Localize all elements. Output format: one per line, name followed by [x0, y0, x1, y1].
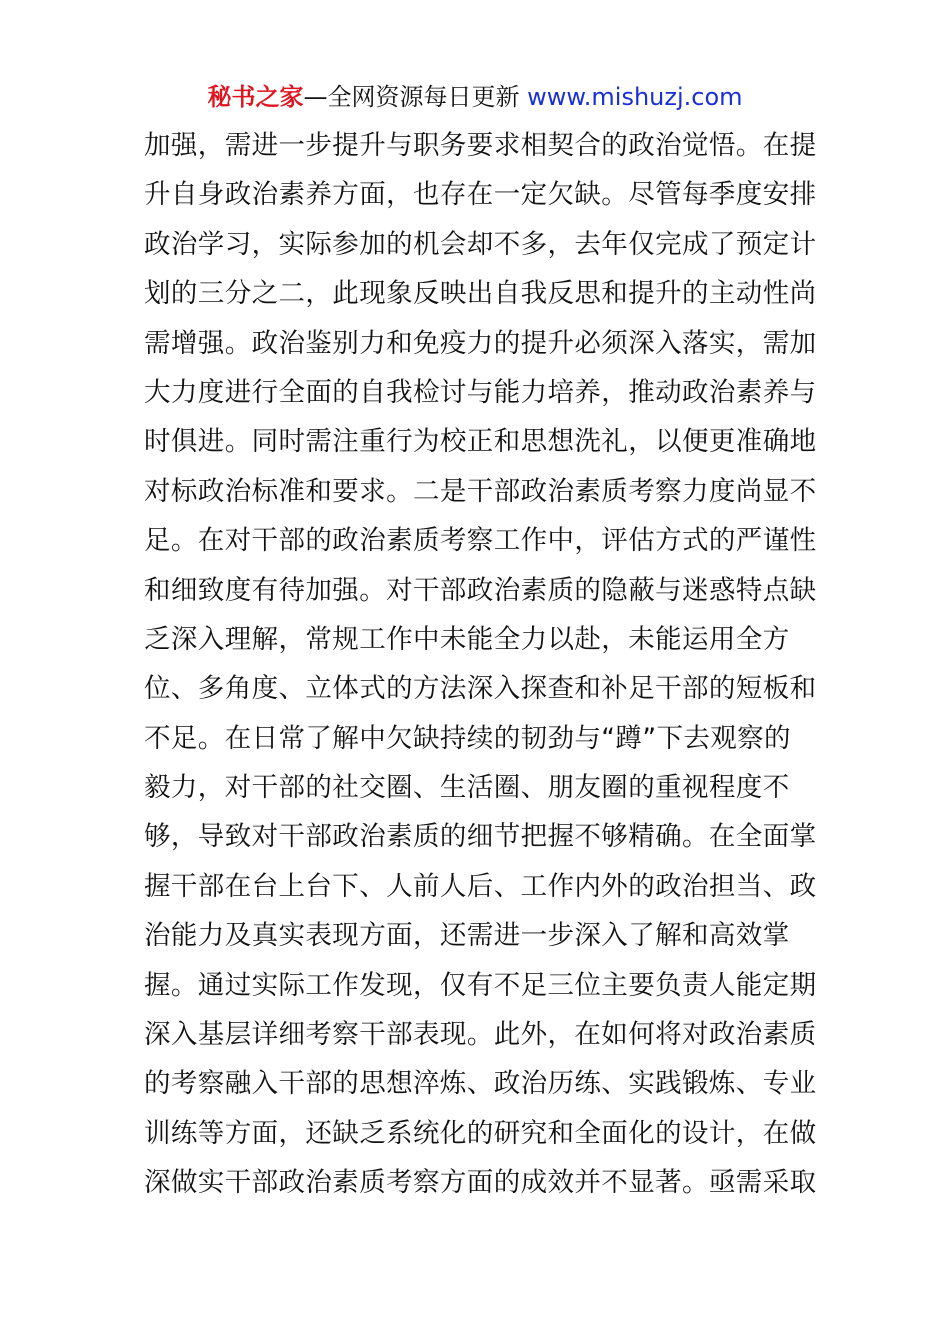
text-line: 升自身政治素养方面，也存在一定欠缺。尽管每季度安排: [144, 179, 817, 211]
text-line: 毅力，对干部的社交圈、生活圈、朋友圈的重视程度不: [144, 772, 790, 804]
text-line: 够，导致对干部政治素质的细节把握不够精确。在全面掌: [144, 821, 817, 853]
text-line: 握干部在台上台下、人前人后、工作内外的政治担当、政: [144, 870, 817, 902]
text-line: 划的三分之二，此现象反映出自我反思和提升的主动性尚: [144, 278, 817, 310]
text-line: 治能力及真实表现方面，还需进一步深入了解和高效掌: [144, 920, 790, 952]
text-line: 需增强。政治鉴别力和免疫力的提升必须深入落实，需加: [144, 327, 817, 359]
document-body: [144, 121, 824, 1208]
text-line: 对标政治标准和要求。二是干部政治素质考察力度尚显不: [144, 475, 817, 507]
text-line: 不足。在日常了解中欠缺持续的韧劲与“蹲”下去观察的: [144, 722, 791, 754]
text-line: 位、多角度、立体式的方法深入探查和补足干部的短板和: [144, 673, 817, 705]
text-line: 大力度进行全面的自我检讨与能力培养，推动政治素养与: [144, 376, 817, 408]
site-header: [0, 80, 950, 114]
site-url-link[interactable]: www.mishuzj.com: [527, 83, 743, 111]
text-line: 加强，需进一步提升与职务要求相契合的政治觉悟。在提: [144, 130, 817, 161]
text-line: 足。在对干部的政治素质考察工作中，评估方式的严谨性: [144, 525, 817, 557]
text-line: 深做实干部政治素质考察方面的成效并不显著。亟需采取: [144, 1167, 817, 1199]
text-line: 握。通过实际工作发现，仅有不足三位主要负责人能定期: [144, 969, 817, 1001]
text-line: 和细致度有待加强。对干部政治素质的隐蔽与迷惑特点缺: [144, 574, 817, 606]
text-line: 时俱进。同时需注重行为校正和思想洗礼，以便更准确地: [144, 426, 817, 458]
text-line: 政治学习，实际参加的机会却不多，去年仅完成了预定计: [144, 228, 817, 260]
text-line: 乏深入理解，常规工作中未能全力以赴，未能运用全方: [144, 623, 790, 655]
site-brand: 秘书之家: [207, 83, 304, 111]
text-line: 深入基层详细考察干部表现。此外，在如何将对政治素质: [144, 1019, 817, 1051]
text-line: 的考察融入干部的思想淬炼、政治历练、实践锻炼、专业: [144, 1068, 817, 1100]
text-line: 训练等方面，还缺乏系统化的研究和全面化的设计，在做: [144, 1117, 817, 1149]
site-tagline: —全网资源每日更新: [303, 83, 528, 111]
